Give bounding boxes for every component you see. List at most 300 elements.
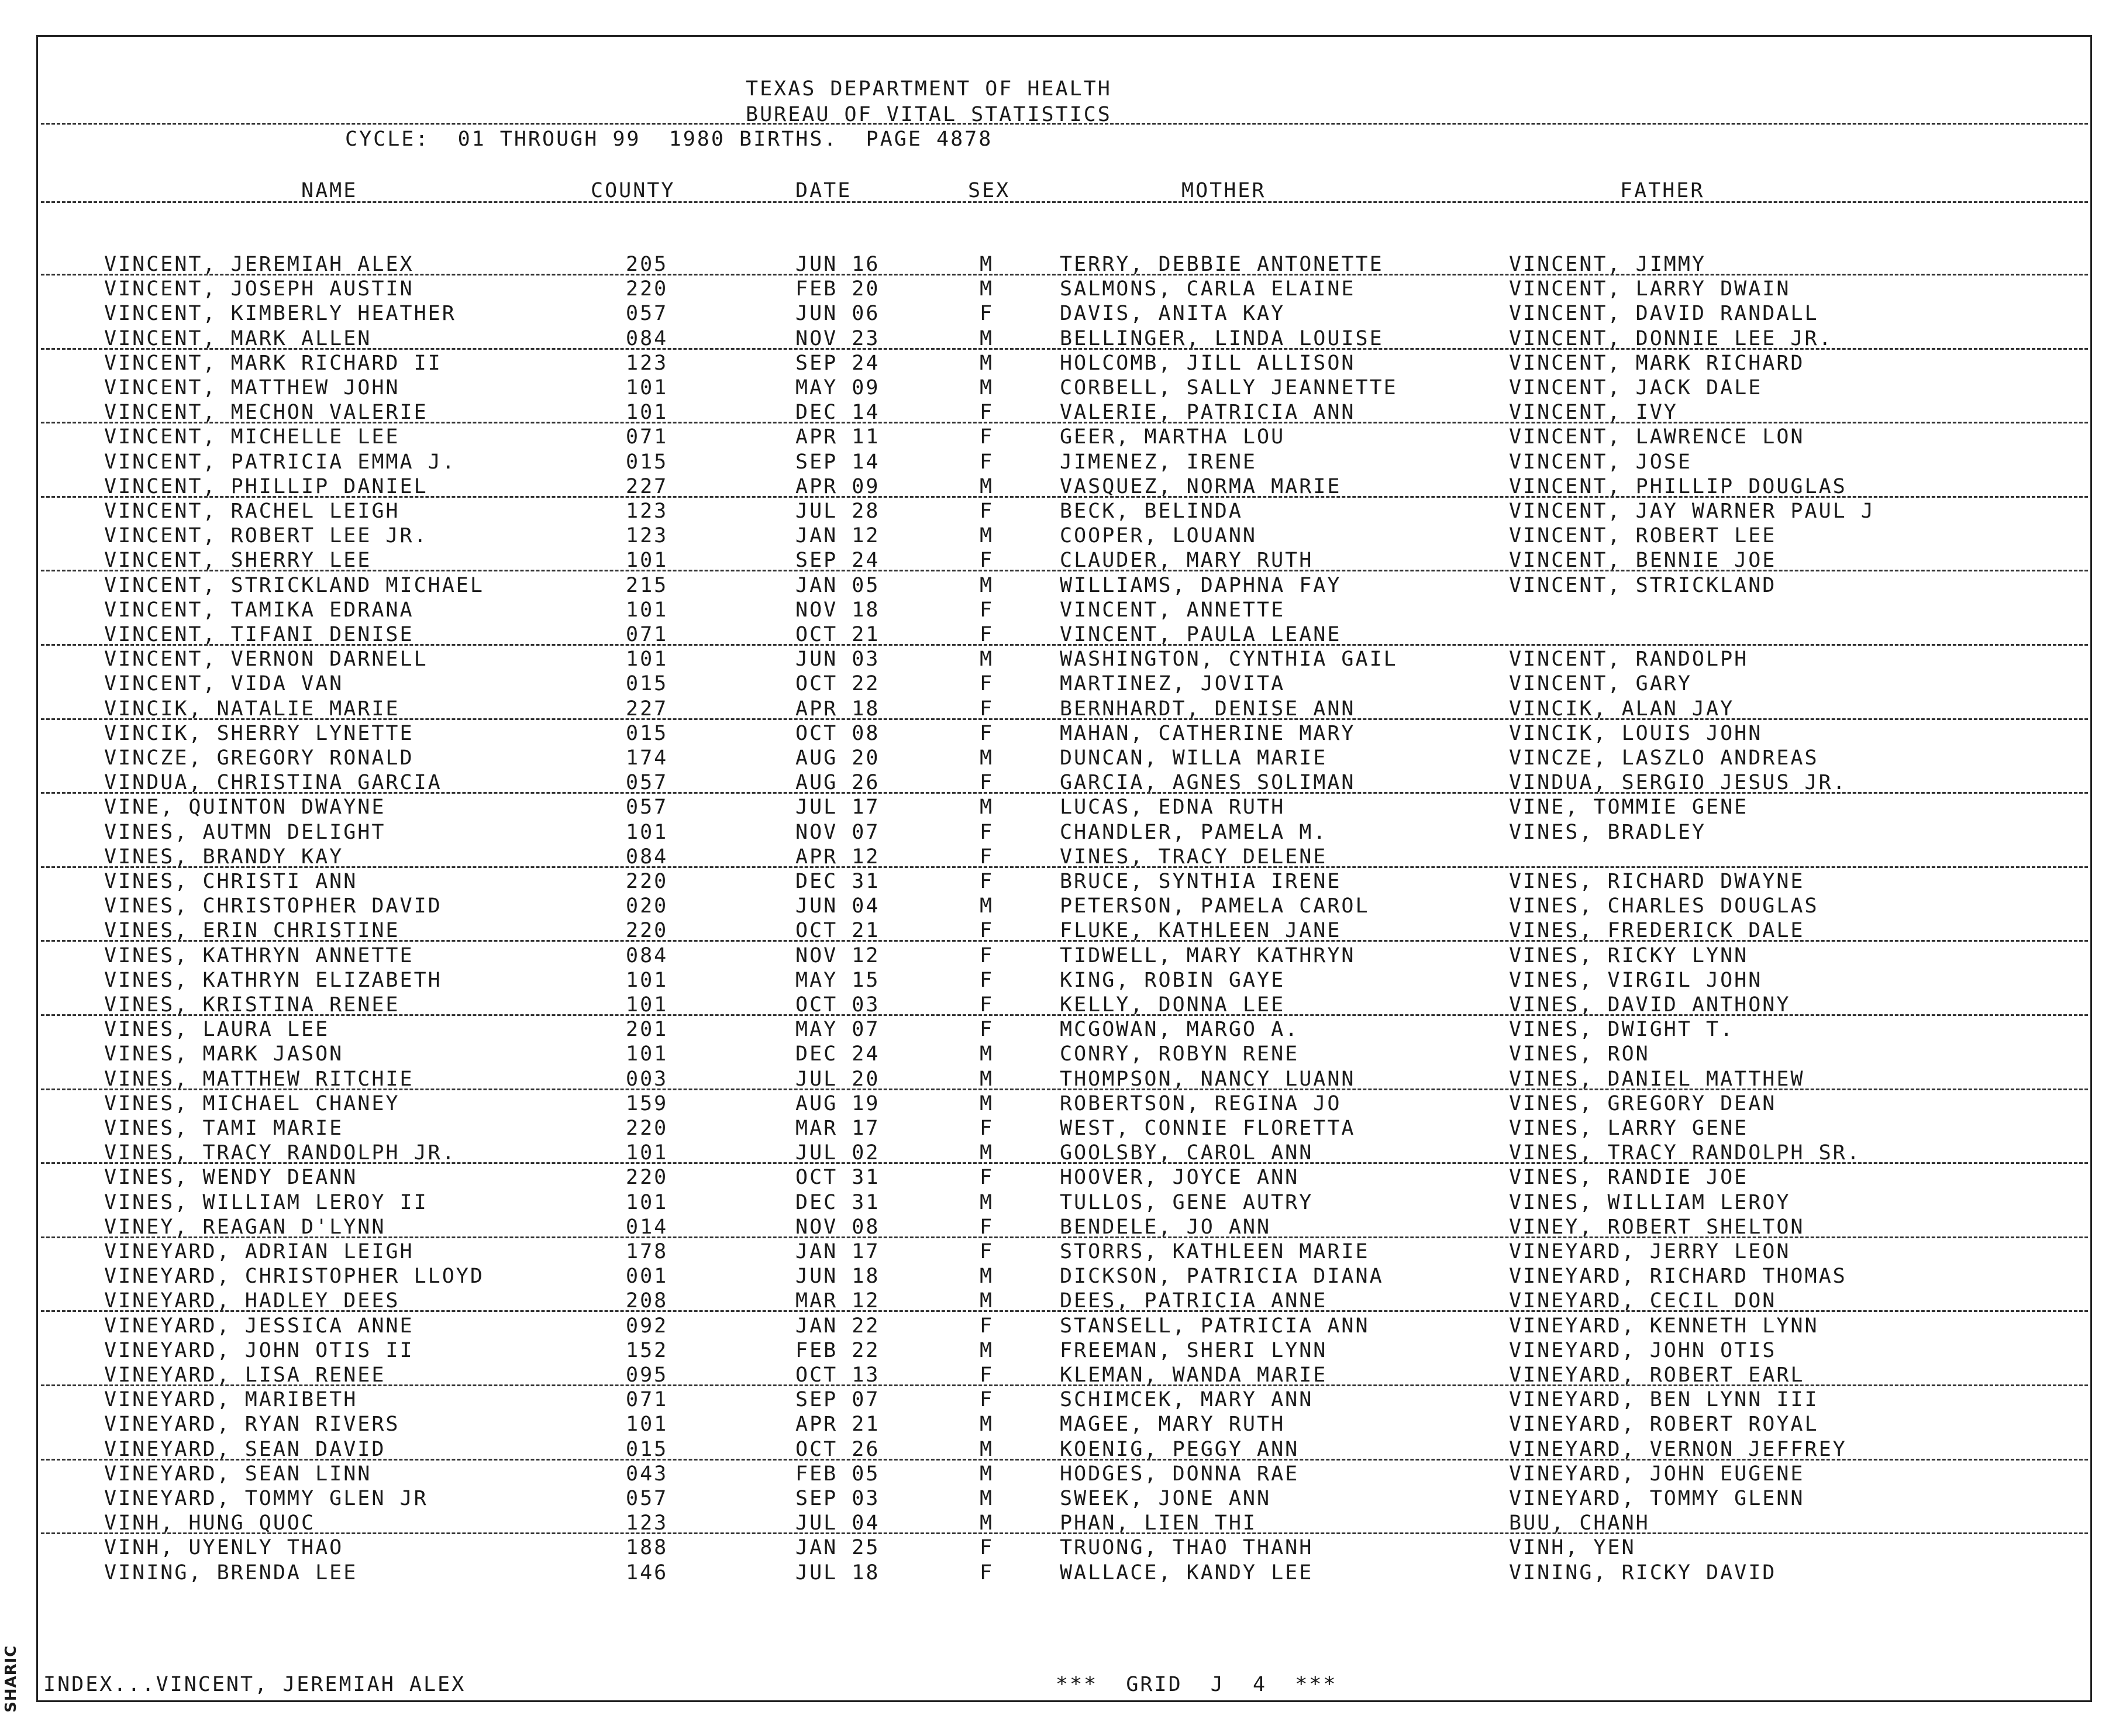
record-date: FEB 05 <box>795 1462 880 1486</box>
record-date: APR 09 <box>795 474 880 498</box>
record-name: VINES, WILLIAM LEROY II <box>104 1190 428 1214</box>
record-mother: BERNHARDT, DENISE ANN <box>1060 697 1356 721</box>
record-father: VINCENT, IVY <box>1509 401 1678 425</box>
record-name: VINES, CHRISTOPHER DAVID <box>104 894 442 918</box>
record-row <box>0 1042 2102 1067</box>
record-mother: TIDWELL, MARY KATHRYN <box>1060 943 1356 967</box>
group-rule <box>41 496 2088 498</box>
record-county: 015 <box>626 672 668 696</box>
record-name: VINCENT, VIDA VAN <box>104 672 344 696</box>
record-name: VINES, MARK JASON <box>104 1042 344 1066</box>
record-mother: PETERSON, PAMELA CAROL <box>1060 894 1370 918</box>
record-date: APR 18 <box>795 697 880 721</box>
record-date: OCT 08 <box>795 721 880 745</box>
record-row <box>0 450 2102 475</box>
record-mother: FREEMAN, SHERI LYNN <box>1060 1338 1328 1362</box>
record-county: 084 <box>626 326 668 350</box>
record-date: FEB 20 <box>795 277 880 301</box>
record-name: VINES, BRANDY KAY <box>104 845 344 869</box>
record-row <box>0 672 2102 697</box>
record-row <box>0 425 2102 450</box>
record-date: SEP 03 <box>795 1487 880 1510</box>
group-rule <box>41 792 2088 794</box>
record-name: VINEYARD, LISA RENEE <box>104 1363 386 1387</box>
record-row <box>0 647 2102 672</box>
record-name: VINCENT, TIFANI DENISE <box>104 623 414 646</box>
record-name: VINCENT, PATRICIA EMMA J. <box>104 450 456 474</box>
record-father: VINEYARD, TOMMY GLENN <box>1509 1487 1805 1510</box>
record-father: VINCENT, LARRY DWAIN <box>1509 277 1791 301</box>
record-name: VINCENT, MARK RICHARD II <box>104 351 442 375</box>
record-county: 057 <box>626 771 668 795</box>
record-county: 015 <box>626 1437 668 1461</box>
record-sex: F <box>980 500 994 523</box>
record-row <box>0 919 2102 943</box>
column-header-sex: SEX <box>968 179 1011 202</box>
record-name: VINEYARD, HADLEY DEES <box>104 1289 400 1313</box>
record-county: 071 <box>626 425 668 449</box>
record-name: VINCZE, GREGORY RONALD <box>104 746 414 770</box>
record-sex: M <box>980 524 994 548</box>
record-sex: F <box>980 450 994 474</box>
record-county: 003 <box>626 1067 668 1091</box>
record-county: 057 <box>626 795 668 819</box>
record-sex: M <box>980 253 994 276</box>
record-sex: M <box>980 277 994 301</box>
record-mother: BELLINGER, LINDA LOUISE <box>1060 326 1384 350</box>
record-mother: MCGOWAN, MARGO A. <box>1060 1018 1300 1042</box>
record-row <box>0 795 2102 820</box>
record-father: VINES, DWIGHT T. <box>1509 1018 1735 1042</box>
record-mother: KLEMAN, WANDA MARIE <box>1060 1363 1328 1387</box>
record-county: 057 <box>626 1487 668 1510</box>
record-row <box>0 771 2102 795</box>
record-row <box>0 894 2102 919</box>
record-father: VINE, TOMMIE GENE <box>1509 795 1749 819</box>
record-county: 001 <box>626 1265 668 1289</box>
record-mother: HOOVER, JOYCE ANN <box>1060 1166 1300 1190</box>
record-name: VINCENT, MICHELLE LEE <box>104 425 400 449</box>
record-county: 188 <box>626 1536 668 1560</box>
record-father: VINCENT, GARY <box>1509 672 1692 696</box>
record-row <box>0 302 2102 326</box>
record-name: VINEYARD, SEAN LINN <box>104 1462 372 1486</box>
record-mother: JIMENEZ, IRENE <box>1060 450 1257 474</box>
record-date: JUN 16 <box>795 253 880 276</box>
record-sex: F <box>980 968 994 992</box>
record-county: 205 <box>626 253 668 276</box>
record-sex: M <box>980 1487 994 1510</box>
record-mother: TERRY, DEBBIE ANTONETTE <box>1060 253 1384 276</box>
record-date: JUL 02 <box>795 1141 880 1165</box>
record-row <box>0 870 2102 894</box>
record-mother: DUNCAN, WILLA MARIE <box>1060 746 1328 770</box>
record-row <box>0 500 2102 524</box>
record-county: 220 <box>626 870 668 893</box>
record-sex: M <box>980 1338 994 1362</box>
record-mother: BECK, BELINDA <box>1060 500 1243 523</box>
record-row <box>0 1018 2102 1042</box>
record-father: VINES, LARRY GENE <box>1509 1117 1749 1140</box>
record-row <box>0 574 2102 598</box>
record-county: 220 <box>626 919 668 943</box>
side-tag: SHARIC <box>2 1645 20 1713</box>
column-header-mother: MOTHER <box>1181 179 1266 202</box>
record-date: DEC 31 <box>795 1190 880 1214</box>
record-name: VINES, KATHRYN ANNETTE <box>104 943 414 967</box>
footer-grid: *** GRID J 4 *** <box>1056 1673 1338 1696</box>
record-mother: VASQUEZ, NORMA MARIE <box>1060 474 1342 498</box>
record-mother: CLAUDER, MARY RUTH <box>1060 549 1314 573</box>
record-sex: M <box>980 376 994 399</box>
record-row <box>0 1117 2102 1141</box>
header-rule <box>41 123 2088 125</box>
group-rule <box>41 1014 2088 1016</box>
record-row <box>0 969 2102 993</box>
column-header-father: FATHER <box>1620 179 1705 202</box>
record-county: 101 <box>626 598 668 622</box>
record-name: VINES, LAURA LEE <box>104 1018 330 1042</box>
record-sex: F <box>980 1536 994 1560</box>
record-name: VINE, QUINTON DWAYNE <box>104 795 386 819</box>
group-rule <box>41 718 2088 720</box>
record-sex: F <box>980 721 994 745</box>
group-rule <box>41 1532 2088 1534</box>
record-sex: M <box>980 1042 994 1066</box>
record-father: BUU, CHANH <box>1509 1511 1650 1535</box>
record-name: VINES, KRISTINA RENEE <box>104 993 400 1017</box>
record-county: 146 <box>626 1561 668 1585</box>
record-row <box>0 845 2102 870</box>
record-county: 101 <box>626 549 668 573</box>
record-county: 220 <box>626 277 668 301</box>
record-row <box>0 1388 2102 1413</box>
record-mother: KOENIG, PEGGY ANN <box>1060 1437 1300 1461</box>
record-mother: DEES, PATRICIA ANNE <box>1060 1289 1328 1313</box>
record-name: VINES, TRACY RANDOLPH JR. <box>104 1141 456 1165</box>
cycle-line: CYCLE: 01 THROUGH 99 1980 BIRTHS. PAGE 4878 <box>345 128 993 151</box>
group-rule <box>41 1236 2088 1238</box>
record-mother: DAVIS, ANITA KAY <box>1060 302 1286 326</box>
record-county: 101 <box>626 968 668 992</box>
record-county: 071 <box>626 623 668 646</box>
record-county: 123 <box>626 500 668 523</box>
record-row <box>0 1191 2102 1215</box>
record-father: VINEYARD, JOHN EUGENE <box>1509 1462 1805 1486</box>
record-date: MAR 12 <box>795 1289 880 1313</box>
record-date: JUN 18 <box>795 1265 880 1289</box>
record-date: OCT 26 <box>795 1437 880 1461</box>
record-row <box>0 524 2102 549</box>
record-date: OCT 03 <box>795 993 880 1017</box>
record-date: APR 11 <box>795 425 880 449</box>
record-county: 020 <box>626 894 668 918</box>
record-date: MAR 17 <box>795 1117 880 1140</box>
record-county: 123 <box>626 351 668 375</box>
record-date: APR 21 <box>795 1413 880 1437</box>
record-date: OCT 21 <box>795 623 880 646</box>
record-father: VINES, GREGORY DEAN <box>1509 1091 1777 1115</box>
record-date: NOV 12 <box>795 943 880 967</box>
group-rule <box>41 348 2088 350</box>
record-county: 014 <box>626 1215 668 1239</box>
record-sex: F <box>980 1117 994 1140</box>
record-county: 071 <box>626 1388 668 1412</box>
record-sex: F <box>980 1215 994 1239</box>
record-row <box>0 327 2102 352</box>
record-county: 101 <box>626 1190 668 1214</box>
group-rule <box>41 1089 2088 1090</box>
record-father: VINEYARD, VERNON JEFFREY <box>1509 1437 1847 1461</box>
record-date: JUN 03 <box>795 647 880 671</box>
record-name: VINEYARD, RYAN RIVERS <box>104 1413 400 1437</box>
record-row <box>0 697 2102 722</box>
record-father: VINES, BRADLEY <box>1509 820 1707 844</box>
record-date: FEB 22 <box>795 1338 880 1362</box>
record-date: JUN 06 <box>795 302 880 326</box>
record-name: VINEYARD, ADRIAN LEIGH <box>104 1240 414 1263</box>
record-mother: CHANDLER, PAMELA M. <box>1060 820 1328 844</box>
record-sex: F <box>980 771 994 795</box>
record-name: VINES, MATTHEW RITCHIE <box>104 1067 414 1091</box>
record-name: VINCIK, SHERRY LYNETTE <box>104 721 414 745</box>
record-mother: VINES, TRACY DELENE <box>1060 845 1328 869</box>
column-header-date: DATE <box>795 179 852 202</box>
record-date: JUL 17 <box>795 795 880 819</box>
record-name: VINEYARD, SEAN DAVID <box>104 1437 386 1461</box>
record-name: VINEYARD, CHRISTOPHER LLOYD <box>104 1265 484 1289</box>
record-father: VINCENT, STRICKLAND <box>1509 573 1777 597</box>
record-date: OCT 22 <box>795 672 880 696</box>
record-date: JAN 12 <box>795 524 880 548</box>
record-sex: M <box>980 1091 994 1115</box>
record-sex: F <box>980 401 994 425</box>
group-rule <box>41 866 2088 868</box>
group-rule <box>41 644 2088 646</box>
record-name: VINEYARD, MARIBETH <box>104 1388 358 1412</box>
record-county: 101 <box>626 993 668 1017</box>
record-date: NOV 23 <box>795 326 880 350</box>
record-mother: BRUCE, SYNTHIA IRENE <box>1060 870 1342 893</box>
record-county: 220 <box>626 1166 668 1190</box>
record-row <box>0 722 2102 746</box>
record-row <box>0 1363 2102 1388</box>
record-county: 015 <box>626 450 668 474</box>
record-father: VINES, DAVID ANTHONY <box>1509 993 1791 1017</box>
record-mother: SALMONS, CARLA ELAINE <box>1060 277 1356 301</box>
record-name: VINCENT, MARK ALLEN <box>104 326 372 350</box>
record-sex: F <box>980 1314 994 1338</box>
record-date: DEC 14 <box>795 401 880 425</box>
record-mother: COOPER, LOUANN <box>1060 524 1257 548</box>
record-sex: M <box>980 894 994 918</box>
record-county: 092 <box>626 1314 668 1338</box>
record-mother: CONRY, ROBYN RENE <box>1060 1042 1300 1066</box>
record-sex: M <box>980 1141 994 1165</box>
record-father: VINES, RON <box>1509 1042 1650 1066</box>
record-mother: STORRS, KATHLEEN MARIE <box>1060 1240 1370 1263</box>
bureau-title: BUREAU OF VITAL STATISTICS <box>746 103 1112 126</box>
agency-title: TEXAS DEPARTMENT OF HEALTH <box>746 77 1112 101</box>
column-header-name: NAME <box>301 179 358 202</box>
record-date: AUG 20 <box>795 746 880 770</box>
record-sex: M <box>980 1067 994 1091</box>
record-name: VINCENT, VERNON DARNELL <box>104 647 428 671</box>
record-name: VINCENT, TAMIKA EDRANA <box>104 598 414 622</box>
record-county: 101 <box>626 401 668 425</box>
record-sex: F <box>980 919 994 943</box>
column-header-rule <box>41 201 2088 203</box>
record-date: JAN 17 <box>795 1240 880 1263</box>
record-sex: F <box>980 1363 994 1387</box>
record-mother: KING, ROBIN GAYE <box>1060 968 1286 992</box>
record-sex: F <box>980 302 994 326</box>
record-mother: GEER, MARTHA LOU <box>1060 425 1286 449</box>
record-county: 101 <box>626 1042 668 1066</box>
record-father: VINCENT, DONNIE LEE JR. <box>1509 326 1833 350</box>
record-county: 101 <box>626 647 668 671</box>
record-county: 084 <box>626 943 668 967</box>
record-name: VINCENT, SHERRY LEE <box>104 549 372 573</box>
record-county: 101 <box>626 1141 668 1165</box>
record-county: 174 <box>626 746 668 770</box>
group-rule <box>41 570 2088 571</box>
record-county: 015 <box>626 721 668 745</box>
record-name: VINH, HUNG QUOC <box>104 1511 316 1535</box>
record-date: SEP 14 <box>795 450 880 474</box>
record-sex: F <box>980 425 994 449</box>
record-date: SEP 24 <box>795 549 880 573</box>
record-father: VINCZE, LASZLO ANDREAS <box>1509 746 1819 770</box>
record-date: JAN 22 <box>795 1314 880 1338</box>
record-date: JAN 05 <box>795 573 880 597</box>
record-row <box>0 821 2102 845</box>
record-name: VINEYARD, TOMMY GLEN JR <box>104 1487 428 1510</box>
record-county: 215 <box>626 573 668 597</box>
record-mother: MAGEE, MARY RUTH <box>1060 1413 1286 1437</box>
record-father: VINCENT, ROBERT LEE <box>1509 524 1777 548</box>
record-county: 101 <box>626 820 668 844</box>
record-mother: VINCENT, PAULA LEANE <box>1060 623 1342 646</box>
record-mother: WILLIAMS, DAPHNA FAY <box>1060 573 1342 597</box>
record-row <box>0 352 2102 376</box>
record-father: VINES, DANIEL MATTHEW <box>1509 1067 1805 1091</box>
record-mother: WEST, CONNIE FLORETTA <box>1060 1117 1356 1140</box>
record-row <box>0 623 2102 647</box>
record-date: NOV 07 <box>795 820 880 844</box>
record-county: 101 <box>626 1413 668 1437</box>
column-header-county: COUNTY <box>591 179 676 202</box>
record-sex: F <box>980 598 994 622</box>
record-mother: WASHINGTON, CYNTHIA GAIL <box>1060 647 1398 671</box>
record-sex: M <box>980 1190 994 1214</box>
record-name: VINES, ERIN CHRISTINE <box>104 919 400 943</box>
record-mother: MARTINEZ, JOVITA <box>1060 672 1286 696</box>
record-mother: WALLACE, KANDY LEE <box>1060 1561 1314 1585</box>
record-mother: DICKSON, PATRICIA DIANA <box>1060 1265 1384 1289</box>
record-sex: F <box>980 1388 994 1412</box>
record-sex: F <box>980 1561 994 1585</box>
record-row <box>0 1215 2102 1240</box>
record-father: VINCENT, MARK RICHARD <box>1509 351 1805 375</box>
record-date: AUG 19 <box>795 1091 880 1115</box>
record-date: MAY 07 <box>795 1018 880 1042</box>
group-rule <box>41 1459 2088 1461</box>
record-name: VINES, CHRISTI ANN <box>104 870 358 893</box>
record-name: VINEY, REAGAN D'LYNN <box>104 1215 386 1239</box>
record-row <box>0 1314 2102 1339</box>
record-sex: M <box>980 1462 994 1486</box>
record-sex: M <box>980 746 994 770</box>
record-father: VINCENT, BENNIE JOE <box>1509 549 1777 573</box>
record-date: MAY 15 <box>795 968 880 992</box>
record-father: VINEYARD, RICHARD THOMAS <box>1509 1265 1847 1289</box>
record-father: VINEYARD, ROBERT EARL <box>1509 1363 1805 1387</box>
record-father: VINEYARD, ROBERT ROYAL <box>1509 1413 1819 1437</box>
record-father: VINEYARD, JOHN OTIS <box>1509 1338 1777 1362</box>
group-rule <box>41 422 2088 423</box>
record-row <box>0 1166 2102 1190</box>
group-rule <box>41 274 2088 275</box>
record-sex: M <box>980 474 994 498</box>
record-father: VINEYARD, KENNETH LYNN <box>1509 1314 1819 1338</box>
record-father: VINES, TRACY RANDOLPH SR. <box>1509 1141 1861 1165</box>
record-county: 123 <box>626 524 668 548</box>
record-county: 220 <box>626 1117 668 1140</box>
record-county: 227 <box>626 697 668 721</box>
record-row <box>0 253 2102 277</box>
record-father: VINES, CHARLES DOUGLAS <box>1509 894 1819 918</box>
record-row <box>0 1289 2102 1314</box>
record-date: JUL 18 <box>795 1561 880 1585</box>
record-date: JUN 04 <box>795 894 880 918</box>
record-sex: M <box>980 1437 994 1461</box>
record-father: VINING, RICKY DAVID <box>1509 1561 1777 1585</box>
record-name: VINCENT, MECHON VALERIE <box>104 401 428 425</box>
record-sex: M <box>980 1413 994 1437</box>
record-sex: M <box>980 795 994 819</box>
record-name: VINES, KATHRYN ELIZABETH <box>104 968 442 992</box>
record-mother: TULLOS, GENE AUTRY <box>1060 1190 1314 1214</box>
record-name: VINCENT, ROBERT LEE JR. <box>104 524 428 548</box>
record-mother: VINCENT, ANNETTE <box>1060 598 1286 622</box>
record-sex: F <box>980 1240 994 1263</box>
record-sex: F <box>980 697 994 721</box>
record-father: VINES, RICHARD DWAYNE <box>1509 870 1805 893</box>
record-row <box>0 1067 2102 1092</box>
record-name: VINDUA, CHRISTINA GARCIA <box>104 771 442 795</box>
record-mother: BENDELE, JO ANN <box>1060 1215 1271 1239</box>
record-father: VINCENT, JIMMY <box>1509 253 1707 276</box>
record-date: OCT 21 <box>795 919 880 943</box>
record-sex: F <box>980 820 994 844</box>
record-sex: M <box>980 1511 994 1535</box>
record-sex: F <box>980 672 994 696</box>
record-date: DEC 31 <box>795 870 880 893</box>
record-name: VINCENT, MATTHEW JOHN <box>104 376 400 399</box>
record-county: 152 <box>626 1338 668 1362</box>
record-county: 043 <box>626 1462 668 1486</box>
record-sex: F <box>980 870 994 893</box>
record-mother: ROBERTSON, REGINA JO <box>1060 1091 1342 1115</box>
record-county: 057 <box>626 302 668 326</box>
record-row <box>0 1536 2102 1561</box>
record-father: VINCENT, JOSE <box>1509 450 1692 474</box>
record-father: VINCENT, JAY WARNER PAUL J <box>1509 500 1875 523</box>
record-sex: M <box>980 326 994 350</box>
record-father: VINEYARD, JERRY LEON <box>1509 1240 1791 1263</box>
group-rule <box>41 1162 2088 1164</box>
